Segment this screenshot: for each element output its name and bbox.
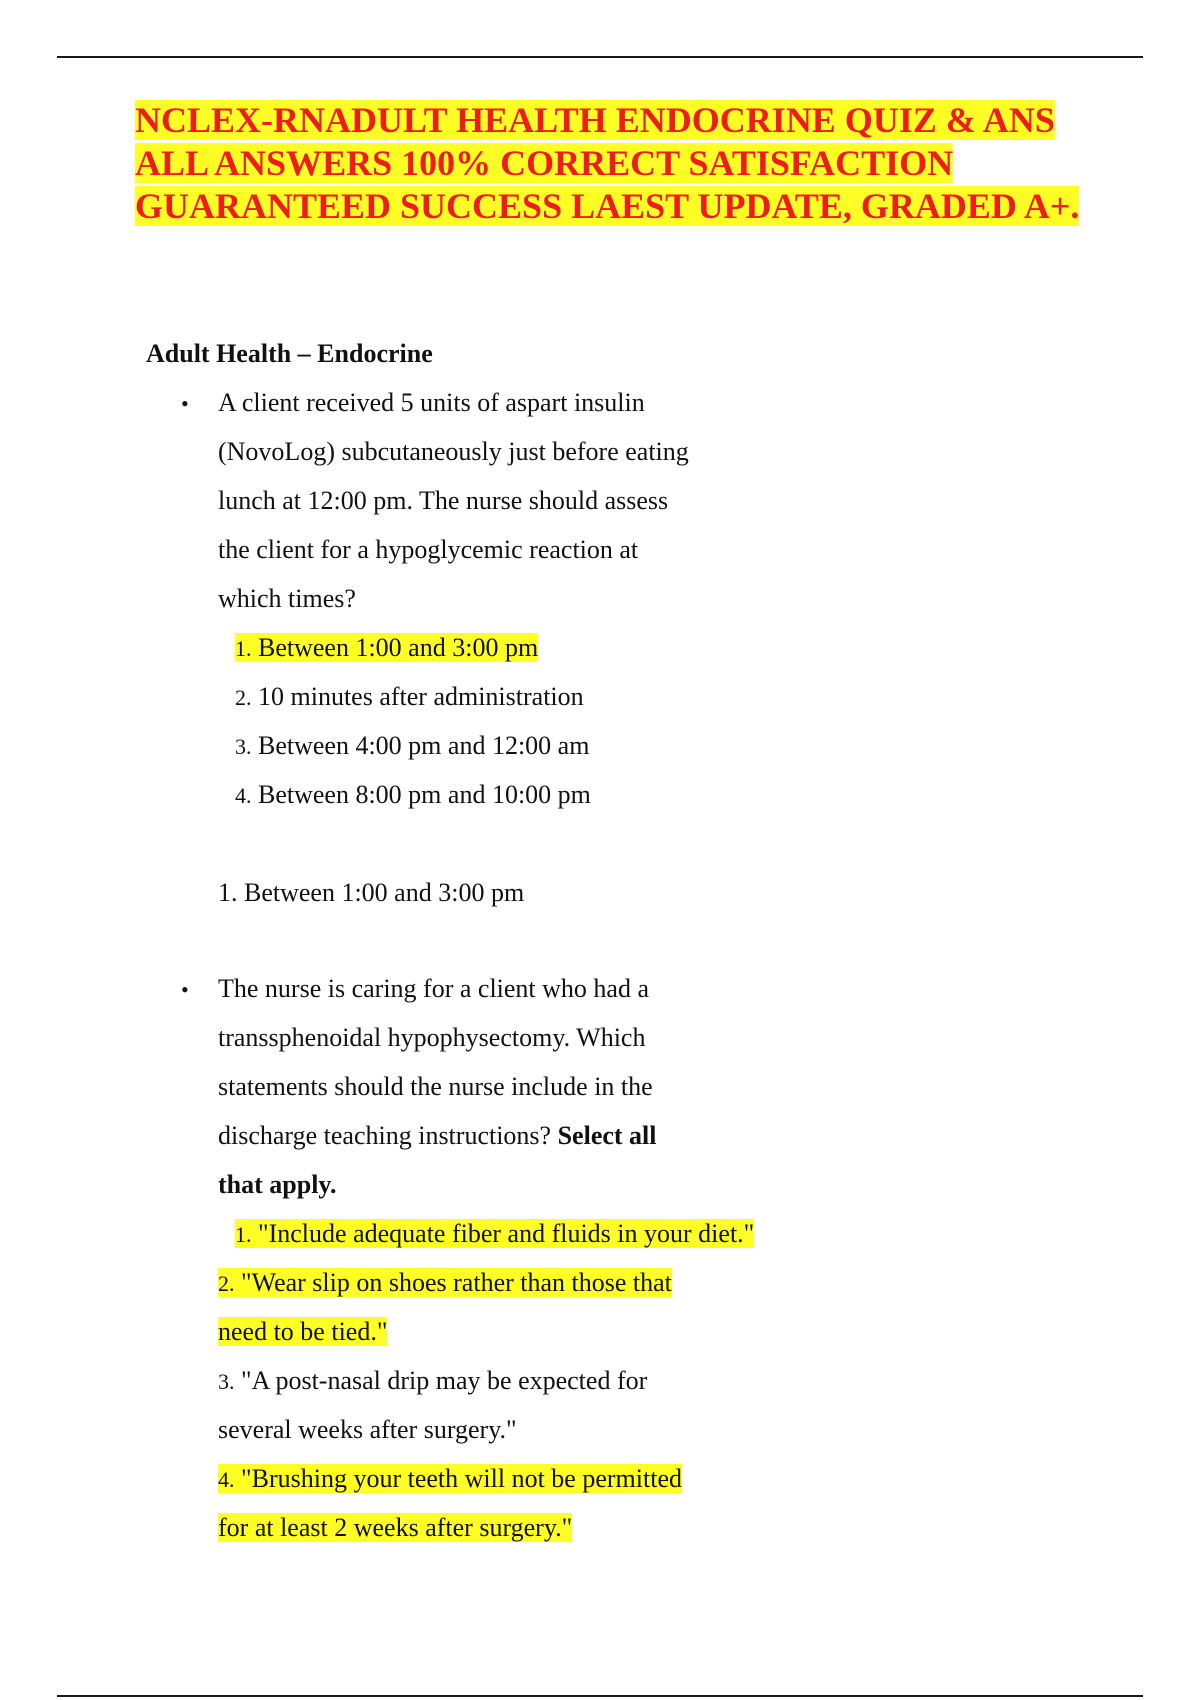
answer-option <box>235 628 538 669</box>
option-number: 2. <box>218 1271 235 1296</box>
bullet-icon: • <box>181 391 189 416</box>
option-text: "Include adequate fiber and fluids in your diet." <box>258 1219 755 1248</box>
highlighted-answer: need to be tied." <box>218 1317 388 1346</box>
option-number: 3. <box>218 1369 235 1394</box>
option-number: 1. <box>235 636 252 661</box>
answer-option <box>235 677 584 718</box>
answer-option <box>235 726 589 767</box>
bottom-rule <box>57 1695 1143 1697</box>
document-title <box>135 99 1135 228</box>
answer-option-continued <box>218 1312 387 1352</box>
highlighted-answer: for at least 2 weeks after surgery." <box>218 1513 573 1542</box>
option-number: 4. <box>235 783 252 808</box>
title-line: GUARANTEED SUCCESS LAEST UPDATE, GRADED A+. <box>135 186 1080 226</box>
bullet-icon: • <box>181 977 189 1002</box>
question-stem-line: lunch at 12:00 pm. The nurse should assess <box>218 486 669 515</box>
answer-option <box>218 1459 682 1500</box>
question-stem-line: (NovoLog) subcutaneously just before eating <box>218 437 689 466</box>
answer-option <box>235 775 591 816</box>
answer-option <box>218 1361 647 1402</box>
answer-option-continued <box>218 1508 572 1548</box>
option-text: "Brushing your teeth will not be permitted <box>241 1464 682 1493</box>
option-text: "A post-nasal drip may be expected for <box>241 1366 648 1395</box>
question-stem-line: that apply. <box>218 1170 337 1199</box>
title-line: ALL ANSWERS 100% CORRECT SATISFACTION <box>135 143 954 183</box>
option-text: Between 4:00 pm and 12:00 am <box>258 731 590 760</box>
select-all-emphasis: Select all <box>557 1121 657 1150</box>
question-stem-line: A client received 5 units of aspart insulin <box>218 388 645 417</box>
option-number: 3. <box>235 734 252 759</box>
answer-option <box>218 1263 672 1304</box>
highlighted-answer <box>218 1464 682 1493</box>
title-line: NCLEX-RNADULT HEALTH ENDOCRINE QUIZ & ANS <box>135 100 1055 140</box>
title-end-punct: . <box>1070 186 1080 226</box>
answer-option-continued: several weeks after surgery." <box>218 1415 517 1444</box>
question-stem-line: discharge teaching instructions? Select all <box>218 1121 657 1150</box>
highlighted-answer <box>235 1219 754 1248</box>
highlighted-answer <box>235 633 538 662</box>
answer-key: 1. Between 1:00 and 3:00 pm <box>218 878 525 907</box>
answer-option <box>235 1214 754 1255</box>
option-number: 2. <box>235 685 252 710</box>
question-stem-line: transsphenoidal hypophysectomy. Which <box>218 1023 646 1052</box>
option-text: Between 1:00 and 3:00 pm <box>258 633 539 662</box>
option-text: Between 8:00 pm and 10:00 pm <box>258 780 591 809</box>
option-number: 1. <box>235 1222 252 1247</box>
question-stem-line: statements should the nurse include in the <box>218 1072 653 1101</box>
question-stem-line: the client for a hypoglycemic reaction at <box>218 535 639 564</box>
option-number: 4. <box>218 1467 235 1492</box>
option-text: "Wear slip on shoes rather than those that <box>241 1268 672 1297</box>
section-heading: Adult Health – Endocrine <box>146 339 433 368</box>
highlighted-answer <box>218 1268 672 1297</box>
top-rule <box>57 56 1143 58</box>
option-text: 10 minutes after administration <box>258 682 584 711</box>
question-stem-line: which times? <box>218 584 356 613</box>
question-stem-line: The nurse is caring for a client who had a <box>218 974 650 1003</box>
